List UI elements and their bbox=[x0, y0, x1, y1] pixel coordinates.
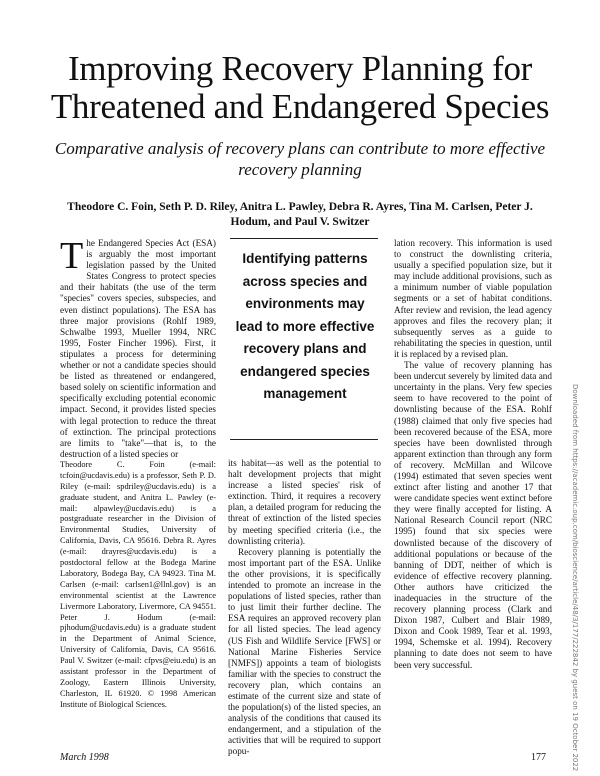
intro-text: he Endangered Species Act (ESA) is arguably the most important legislation passed by the United States Congress to protect species and their habitats (the use of the term "species" covers species, subspecies, and even distinct populations). The ESA has three major provisions (Rohlf 1989, Schwalbe 1993, Mueller 1994, NRC 1995, Foster Fincher 1996). First, it stipulates a process for determining whether or not a candidate species should be listed as threatened or endangered, based solely on scientific information and specifically excluding potential economic impact. Second, it provides listed species with legal protection to reduce the threat of extinction. The principal protections are limits to "take"—that is, to the destruction of a listed species or bbox=[60, 238, 216, 459]
author-affiliations: Theodore C. Foin (e-mail: tcfoin@ucdavis.edu) is a professor, Seth P. D. Riley (e-mail: spdriley@ucdavis.edu) is a graduate student, and Anitra L. Pawley (e-mail: alpawley@ucdavis.edu) is a postgraduate researcher in the Division of Environmental Studies, University of California, Davis, CA 95616. Debra R. Ayres (e-mail: drayres@ucdavis.edu) is a postdoctoral fellow at the Bodega Marine Laboratory, Bodega Bay, CA 94923. Tina M. Carlsen (e-mail: carlsen1@llnl.gov) is an environmental scientist at the Lawrence Livermore Laboratory, Livermore, CA 94551. Peter J. Hodum (e-mail: pjhodum@ucdavis.edu) is a graduate student in the Department of Animal Science, University of California, Davis, CA 95616. Paul V. Switzer (e-mail: cfpvs@eiu.edu) is an assistant professor in the Department of Zoology, Eastern Illinois University, Charleston, IL 61920. © 1998 American Institute of Biological Sciences. bbox=[60, 459, 216, 709]
paragraph: its habitat—as well as the potential to halt development projects that might increase a listed species' risk of extinction. Third, it requires a recovery plan, a detailed program for reducing the threat of extinction of the listed species by meeting specified criteria (i.e., the downlisting criteria). bbox=[228, 458, 381, 546]
paragraph: Recovery planning is potentially the most important part of the ESA. Unlike the other provisions, it is specifically intended to promote an increase in the populations of listed species, rather than to just limit their further decline. The ESA requires an approved recovery plan for all listed species. The lead agency (US Fish and Wildlife Service [FWS] or National Marine Fisheries Service [NMFS]) appoints a team of biologists familiar with the species to construct the recovery plan, which contains an estimate of the current size and state of the population(s) of the listed species, an analysis of the conditions that caused its endangerment, and a stipulation of the activities that will be required to support popu- bbox=[228, 546, 381, 757]
page-number: 177 bbox=[531, 752, 546, 763]
pull-quote: Identifying patterns across species and environments may lead to more effective recovery plans and endangered species management bbox=[235, 251, 375, 401]
article-title: Improving Recovery Planning for Threatened and Endangered Species bbox=[50, 49, 550, 126]
download-watermark: Downloaded from https://academic.oup.com/bioscience/article/48/3/177/222842 by guest on 19 October 2022 bbox=[571, 384, 579, 772]
column-right bbox=[394, 238, 552, 671]
intro-paragraph bbox=[60, 235, 216, 460]
column-middle bbox=[228, 458, 381, 758]
paragraph: The value of recovery planning has been undercut severely by limited data and uncertainty in the plans. Very few species seem to have recovered to the point of downlisting because of the ESA. Rohlf (1988) claimed that only five species had been recovered because of the ESA, more species have been downlisted through apparent extinction than through any form of recovery. McMillan and Wilcove (1994) estimated that seven species went extinct after listing and another 17 that were candidate species went extinct before they were finally accepted for listing. A National Research Council report (NRC 1995) found that six species were downlisted because of the discovery of additional populations or because of the banning of DDT, neither of which is evidence of effective recovery planning. Other authors have criticized the inadequacies in the structure of the recovery planning process (Clark and Dixon 1987, Culbert and Blair 1989, Dixon and Cook 1989, Tear et al. 1993, 1994, Schemske et al. 1994). Recovery planning to date does not seem to have been very successful. bbox=[394, 360, 552, 670]
article-subtitle: Comparative analysis of recovery plans can contribute to more effective recovery planning bbox=[54, 139, 546, 179]
author-list: Theodore C. Foin, Seth P. D. Riley, Anitra L. Pawley, Debra R. Ayres, Tina M. Carlsen, Peter J. Hodum, and Paul V. Switzer bbox=[67, 201, 533, 228]
drop-cap: T bbox=[60, 235, 84, 277]
issue-date: March 1998 bbox=[60, 752, 109, 763]
paragraph: lation recovery. This information is used to construct the downlisting criteria, usually a specified population size, but it may include additional provisions, such as a minimum number of viable population segments or a set of habitat conditions. After review and revision, the lead agency approves and files the recovery plan; it subsequently serves as a guide to rehabilitating the species in question, until it is replaced by a revised plan. bbox=[394, 238, 552, 359]
column-left bbox=[60, 235, 216, 711]
